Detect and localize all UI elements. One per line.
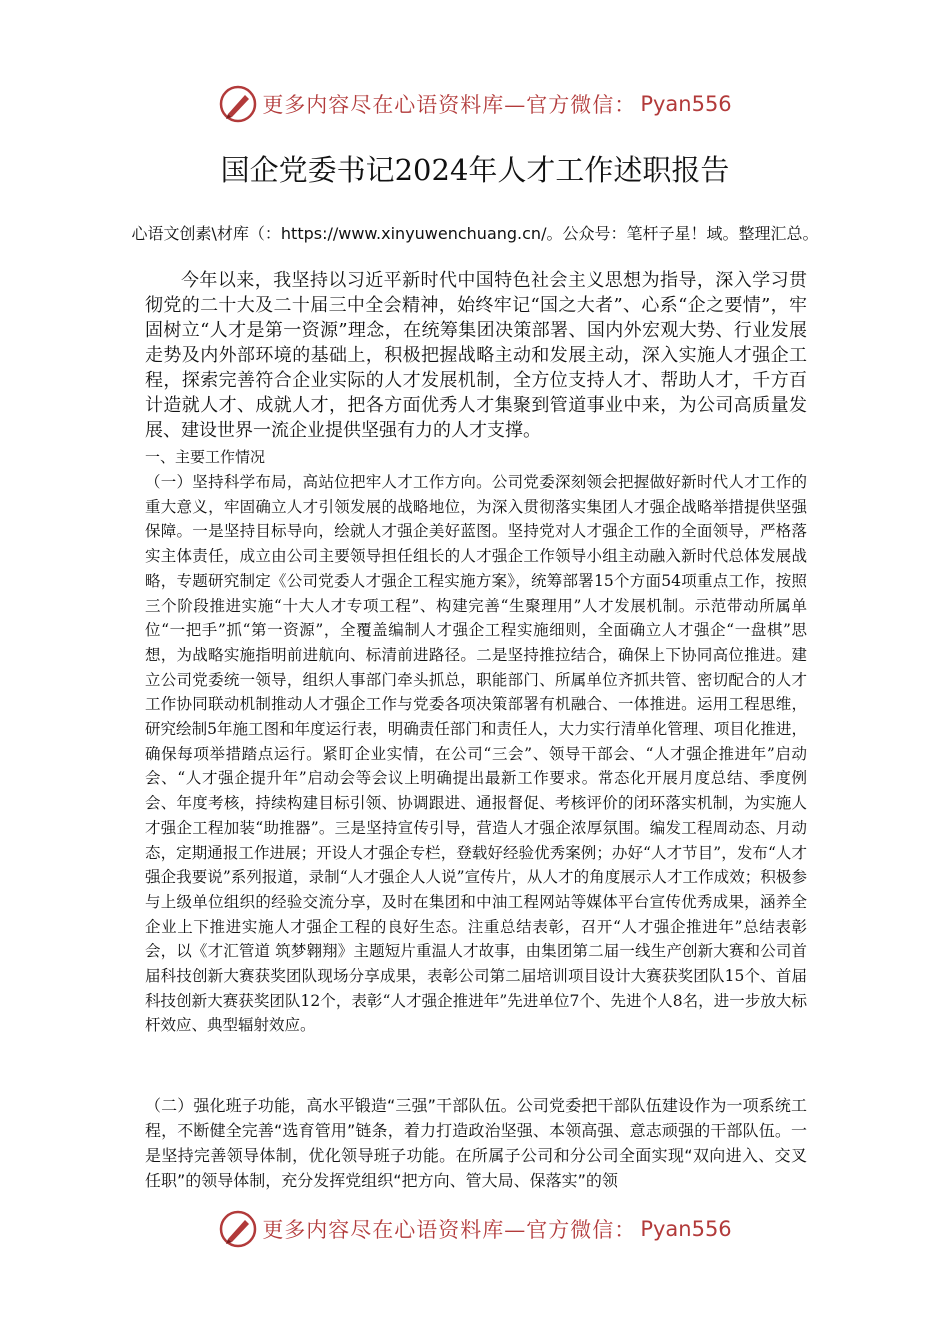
body-paragraph-2: （二）强化班子功能，高水平锻造“三强”干部队伍。公司党委把干部队伍建设作为一项系统工程，不断健全完善“选育管用”链条，着力打造政治坚强、本领高强、意志顽强的干部队伍。一是坚持完善领导体制，优化领导班子功能。在所属子公司和分公司全面实现“双向进入、交叉任职”的领导体制，充分发挥党组织“把方向、管大局、保落实”的领 bbox=[145, 1096, 807, 1190]
footer-banner bbox=[0, 1207, 950, 1251]
source-line: 心语文创素\材库（：https://www.xinyuwenchuang.cn/。公众号：笔杆子星！域。整理汇总。 bbox=[131, 224, 819, 243]
header-banner bbox=[0, 82, 950, 126]
banner-text: 更多内容尽在心语资料库—官方微信： bbox=[262, 93, 637, 117]
pen-logo-icon bbox=[218, 1209, 258, 1249]
intro-paragraph: 今年以来，我坚持以习近平新时代中国特色社会主义思想为指导，深入学习贯彻党的二十大及二十届三中全会精神，始终牢记“国之大者”、心系“企之要情”，牢固树立“人才是第一资源”理念，在统筹集团决策部署、国内外宏观大势、行业发展走势及内外部环境的基础上，积极把握战略主动和发展主动，深入实施人才强企工程，探索完善符合企业实际的人才发展机制，全方位支持人才、帮助人才，千方百计造就人才、成就人才，把各方面优秀人才集聚到管道事业中来，为公司高质量发展、建设世界一流企业提供坚强有力的人才支撑。 bbox=[145, 270, 807, 441]
pen-logo-icon bbox=[218, 84, 258, 124]
document-title: 国企党委书记2024年人才工作述职报告 bbox=[220, 153, 730, 187]
wechat-id: Pyan556 bbox=[640, 1217, 732, 1241]
banner-text: 更多内容尽在心语资料库—官方微信： bbox=[262, 1218, 637, 1242]
body-paragraph-1: （一）坚持科学布局，高站位把牢人才工作方向。公司党委深刻领会把握做好新时代人才工作的重大意义，牢固确立人才引领发展的战略地位，为深入贯彻落实集团人才强企战略举措提供坚强保障。一是坚持目标导向，绘就人才强企美好蓝图。坚持党对人才强企工作的全面领导，严格落实主体责任，成立由公司主要领导担任组长的人才强企工作领导小组主动融入新时代总体发展战略，专题研究制定《公司党委人才强企工程实施方案》，统筹部署15个方面54项重点工作，按照三个阶段推进实施“十大人才专项工程”、构建完善“生聚理用”人才发展机制。示范带动所属单位“一把手”抓“第一资源”，全覆盖编制人才强企工程实施细则，全面确立人才强企“一盘棋”思想，为战略实施指明前进航向、标清前进路径。二是坚持推拉结合，确保上下协同高位推进。建立公司党委统一领导，组织人事部门牵头抓总，职能部门、所属单位齐抓共管、密切配合的人才工作协同联动机制推动人才强企工作与党委各项决策部署有机融合、一体推进。运用工程思维，研究绘制5年施工图和年度运行表，明确责任部门和责任人，大力实行清单化管理、项目化推进，确保每项举措踏点运行。紧盯企业实情，在公司“三会”、领导干部会、“人才强企推进年”启动会、“人才强企提升年”启动会等会议上明确提出最新工作要求。常态化开展月度总结、季度例会、年度考核，持续构建目标引领、协调跟进、通报督促、考核评价的闭环落实机制，为实施人才强企工程加装“助推器”。三是坚持宣传引导，营造人才强企浓厚氛围。编发工程周动态、月动态，定期通报工作进展；开设人才强企专栏，登载好经验优秀案例；办好“人才节目”，发布“人才强企我要说”系列报道，录制“人才强企人人说”宣传片，从人才的角度展示人才工作成效；积极参与上级单位组织的经验交流分享，及时在集团和中油工程网站等媒体平台宣传优秀成果，涵养全企业上下推进实施人才强企工程的良好生态。注重总结表彰，召开“人才强企推进年”总结表彰会，以《才汇管道 筑梦翱翔》主题短片重温人才故事，由集团第二届一线生产创新大赛和公司首届科技创新大赛获奖团队现场分享成果，表彰公司第二届培训项目设计大赛获奖团队15个、首届科技创新大赛获奖团队12个，表彰“人才强企推进年”先进单位7个、先进个人8名，进一步放大标杆效应、典型辐射效应。 bbox=[145, 473, 807, 1035]
section-heading: 一、主要工作情况 bbox=[145, 448, 266, 466]
wechat-id: Pyan556 bbox=[640, 92, 732, 116]
